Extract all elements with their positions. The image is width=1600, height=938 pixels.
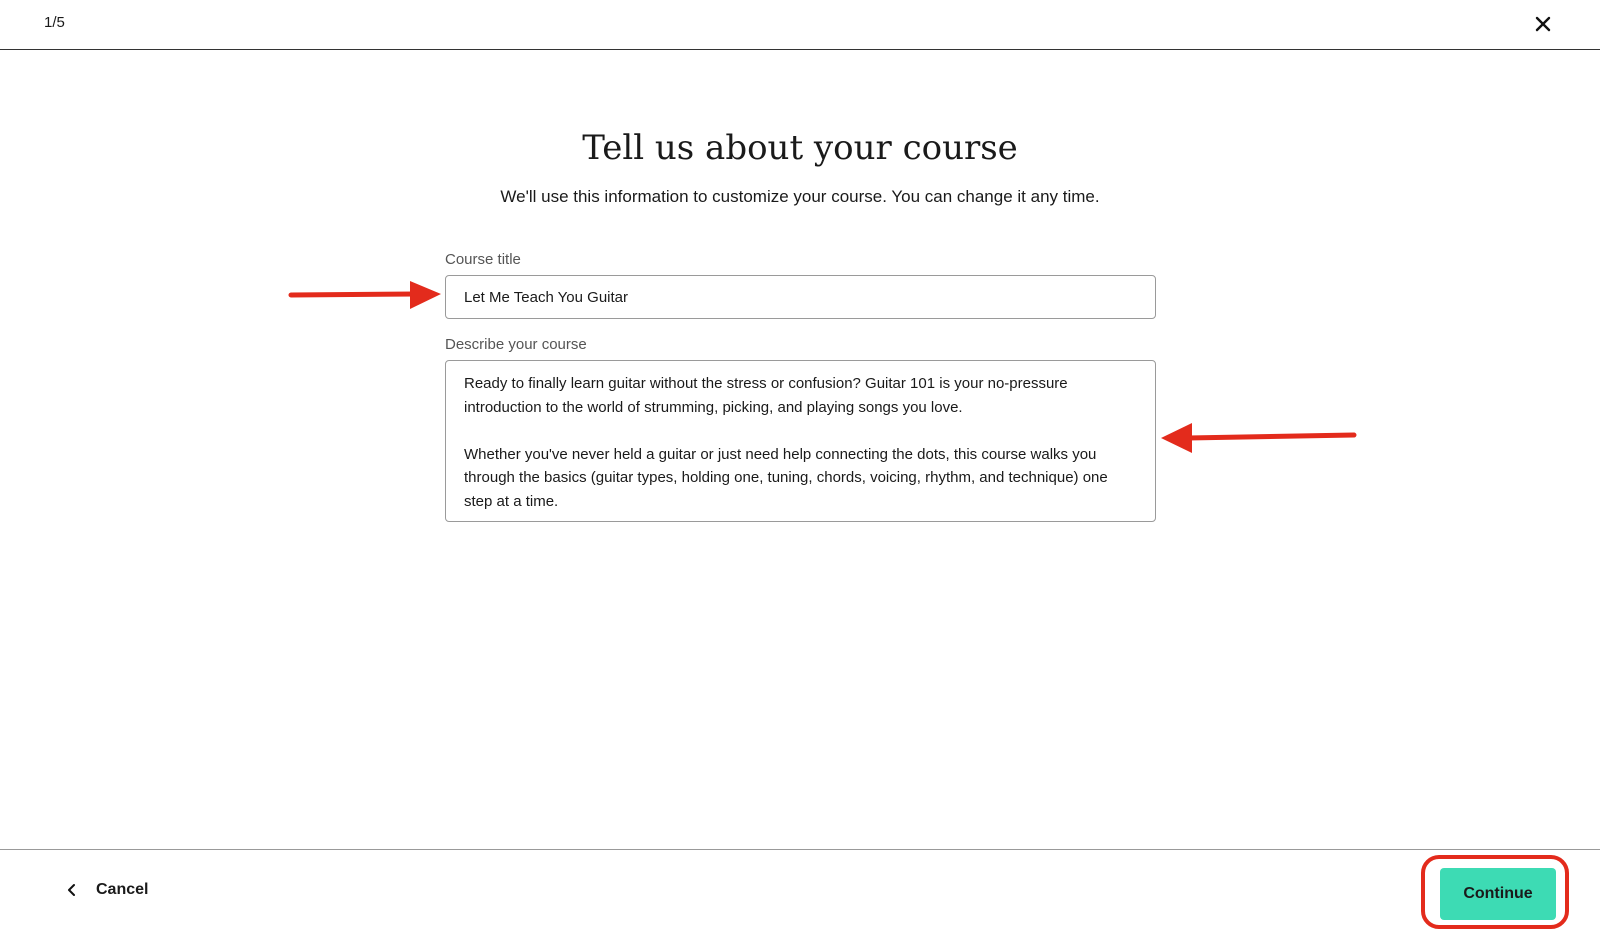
chevron-left-icon: [66, 883, 78, 897]
continue-button[interactable]: Continue: [1440, 868, 1556, 920]
course-description-label: Describe your course: [445, 336, 587, 353]
course-title-input[interactable]: [445, 275, 1156, 319]
top-bar: [0, 0, 1600, 50]
course-title-label: Course title: [445, 251, 521, 268]
cancel-button[interactable]: [66, 875, 148, 905]
course-description-input[interactable]: [445, 360, 1156, 522]
footer-bar: [0, 849, 1600, 938]
annotation-arrow-right: [288, 279, 444, 311]
page-title: Tell us about your course: [582, 128, 1018, 168]
close-icon[interactable]: [1530, 11, 1556, 37]
page-subtitle: We'll use this information to customize your course. You can change it any time.: [500, 187, 1100, 206]
annotation-arrow-left: [1158, 421, 1358, 455]
step-indicator: 1/5: [44, 14, 65, 31]
cancel-label: Cancel: [96, 881, 149, 898]
